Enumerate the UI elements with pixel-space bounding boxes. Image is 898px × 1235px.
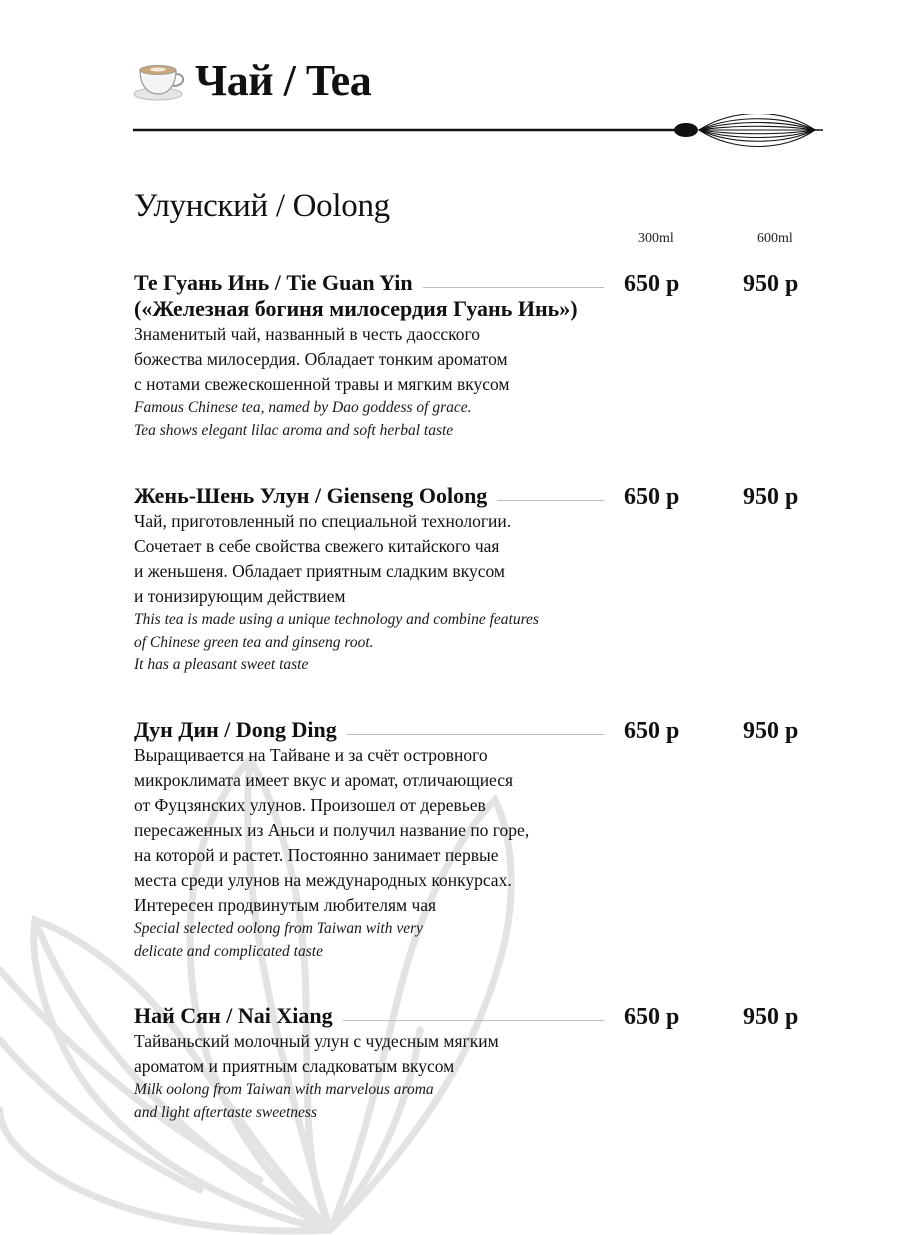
item-name: Те Гуань Инь / Tie Guan Yin — [134, 270, 604, 296]
item-name: Най Сян / Nai Xiang — [134, 1003, 604, 1029]
item-description-en: Famous Chinese tea, named by Dao goddess of grace. — [134, 399, 472, 416]
name-rule — [497, 500, 604, 501]
menu-item-ginseng-oolong — [134, 483, 604, 677]
item-description-ru: пересаженных из Аньси и получил название по горе, — [134, 820, 530, 840]
item-description-en: Special selected oolong from Taiwan with very — [134, 920, 424, 937]
item-description-ru: Интересен продвинутым любителям чая — [134, 895, 437, 915]
section-title: Улунский / Oolong — [134, 188, 390, 224]
item-description-ru: Знаменитый чай, названный в честь даосского — [134, 324, 481, 344]
item-description-en: It has a pleasant sweet taste — [134, 656, 309, 673]
item-description-en: of Chinese green tea and ginseng root. — [134, 633, 374, 651]
item-description-en: Milk oolong from Taiwan with marvelous aroma — [134, 1081, 434, 1098]
item-description-ru: микроклимата имеет вкус и аромат, отличающиеся — [134, 770, 514, 790]
price-600ml: 950 р — [743, 271, 799, 297]
item-description-en: Tea shows elegant lilac aroma and soft herbal taste — [134, 421, 454, 439]
menu-item-nai-xiang — [134, 1003, 604, 1124]
item-description-en: This tea is made using a unique technology and combine features — [134, 611, 539, 628]
column-header-300ml: 300ml — [638, 231, 674, 246]
item-subname: («Железная богиня милосердия Гуань Инь») — [134, 296, 578, 321]
name-rule — [347, 734, 604, 735]
price-300ml: 650 р — [624, 718, 680, 744]
item-description-ru: Чай, приготовленный по специальной технологии. — [134, 511, 512, 531]
item-description-ru: божества милосердия. Обладает тонким ароматом — [134, 349, 508, 369]
price-300ml: 650 р — [624, 1004, 680, 1030]
item-description-ru: Сочетает в себе свойства свежего китайского чая — [134, 536, 500, 556]
name-rule — [423, 287, 604, 288]
price-300ml: 650 р — [624, 484, 680, 510]
item-description-en: delicate and complicated taste — [134, 942, 323, 960]
item-description-ru: на которой и растет. Постоянно занимает первые — [134, 845, 499, 865]
tea-leaf-ornament-icon — [133, 114, 823, 150]
item-description-ru: Выращивается на Тайване и за счёт островного — [134, 745, 488, 765]
item-description-ru: и тонизирующим действием — [134, 586, 346, 606]
item-description-en: and light aftertaste sweetness — [134, 1103, 317, 1121]
price-300ml: 650 р — [624, 271, 680, 297]
item-description-ru: ароматом и приятным сладковатым вкусом — [134, 1056, 455, 1076]
price-600ml: 950 р — [743, 718, 799, 744]
item-description-ru: Тайваньский молочный улун с чудесным мягким — [134, 1031, 499, 1051]
price-600ml: 950 р — [743, 1004, 799, 1030]
item-description-ru: от Фуцзянских улунов. Произошел от деревьев — [134, 795, 486, 815]
page-title: Чай / Tea — [195, 56, 372, 105]
item-description-ru: с нотами свежескошенной травы и мягким вкусом — [134, 374, 510, 394]
name-rule — [343, 1020, 604, 1021]
column-header-600ml: 600ml — [757, 231, 793, 246]
tea-cup-icon — [132, 56, 190, 102]
item-name: Жень-Шень Улун / Gienseng Oolong — [134, 483, 604, 509]
menu-item-dong-ding — [134, 717, 604, 963]
item-description-ru: и женьшеня. Обладает приятным сладким вкусом — [134, 561, 505, 581]
item-description-ru: места среди улунов на международных конкурсах. — [134, 870, 512, 890]
price-600ml: 950 р — [743, 484, 799, 510]
menu-item-tie-guan-yin — [134, 270, 604, 442]
item-name: Дун Дин / Dong Ding — [134, 717, 604, 743]
